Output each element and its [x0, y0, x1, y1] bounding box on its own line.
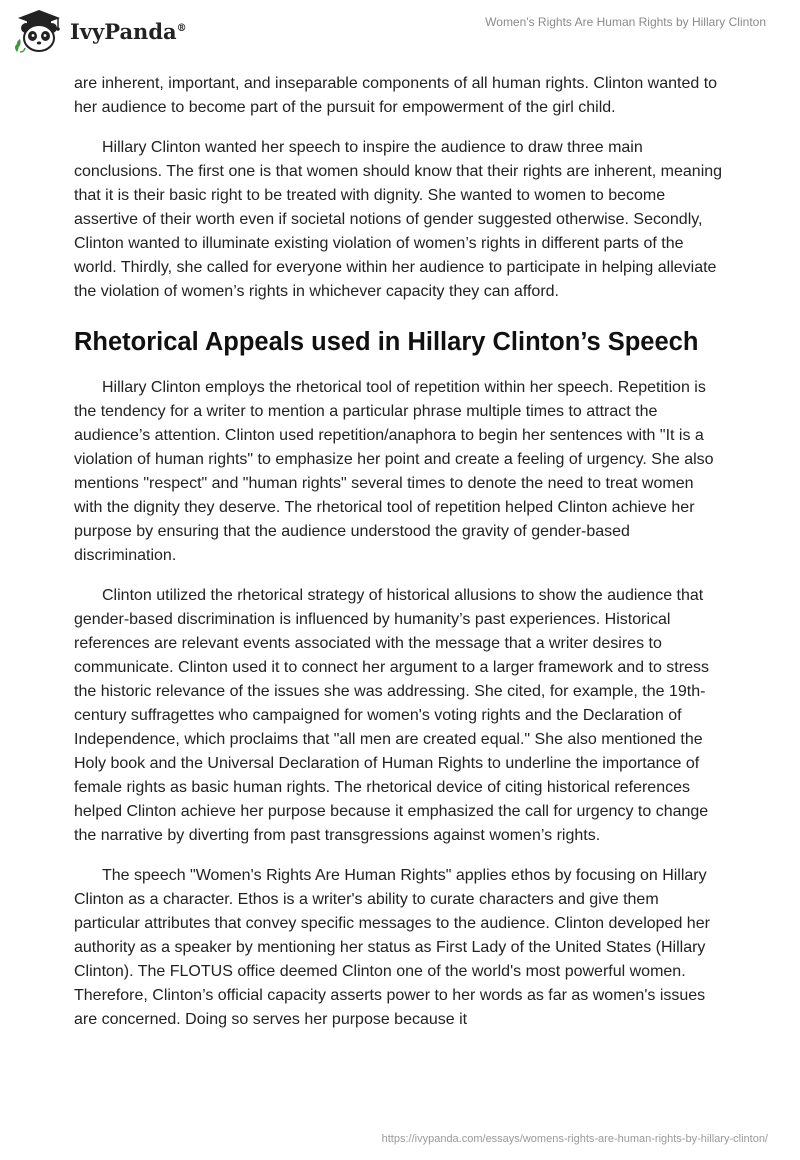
- paragraph-continuation: are inherent, important, and inseparable components of all human rights. Clinton wanted to her audience to become part of the pursuit for empowerment of the girl child.: [74, 75, 718, 116]
- paragraph-ethos: The speech "Women's Rights Are Human Rights" applies ethos by focusing on Hillary Clinton as a character. Ethos is a writer's ability to curate characters and give them particular attributes that convey specific messages to the audience. Clinton developed her authority as a speaker by mentioning her status as First Lady of the United States (Hillary Clinton). The FLOTUS office deemed Clinton one of the world's most powerful women. Therefore, Clinton’s official capacity asserts power to her words as far as women's issues are concerned. Doing so serves her purpose because it: [74, 867, 710, 1028]
- ivypanda-logo[interactable]: [14, 8, 187, 54]
- registered-mark: ®: [176, 22, 187, 34]
- document-title: Women's Rights Are Human Rights by Hillary Clinton: [485, 15, 766, 29]
- panda-graduate-icon: [14, 8, 64, 54]
- section-heading: Rhetorical Appeals used in Hillary Clinton’s Speech: [74, 328, 699, 356]
- brand-name: [70, 19, 187, 44]
- paragraph-historical-allusions: Clinton utilized the rhetorical strategy of historical allusions to show the audience that gender-based discrimination is influenced by humanity’s past experiences. Historical references are relevant events associated with the message that a writer desires to communicate. Clinton used it to connect her argument to a larger framework and to stress the historic relevance of the issues she was addressing. She cited, for example, the 19th-century suffragettes who campaigned for women's voting rights and the Declaration of Independence, which proclaims that "all men are created equal." She also mentioned the Holy book and the Universal Declaration of Human Rights to underline the importance of female rights as basic human rights. The rhetorical device of citing historical references helped Clinton achieve her purpose because it emphasized the call for urgency to change the narrative by diverting from past transgressions against women’s rights.: [74, 587, 709, 844]
- paragraph-conclusions: Hillary Clinton wanted her speech to inspire the audience to draw three main conclusions. The first one is that women should know that their rights are inherent, meaning that it is their basic right to be treated with dignity. She wanted to women to become assertive of their worth even if societal notions of gender suggested otherwise. Secondly, Clinton wanted to illuminate existing violation of women’s rights in different parts of the world. Thirdly, she called for everyone within her audience to participate in helping alleviate the violation of women’s rights in whichever capacity they can afford.: [74, 139, 723, 300]
- essay-content: [74, 72, 724, 1048]
- brand-label: IvyPanda: [70, 18, 177, 44]
- paragraph-repetition: Hillary Clinton employs the rhetorical tool of repetition within her speech. Repetition is the tendency for a writer to mention a particular phrase multiple times to attract the audience’s attention. Clinton used repetition/anaphora to begin her sentences with "It is a violation of human rights" to emphasize her point and create a feeling of urgency. She also mentions "respect" and "human rights" several times to denote the need to treat women with the dignity they deserve. The rhetorical tool of repetition helped Clinton achieve her purpose by ensuring that the audience understood the gravity of gender-based discrimination.: [74, 379, 714, 564]
- page-header: [0, 0, 800, 64]
- source-url[interactable]: https://ivypanda.com/essays/womens-rights-are-human-rights-by-hillary-clinton/: [381, 1133, 768, 1145]
